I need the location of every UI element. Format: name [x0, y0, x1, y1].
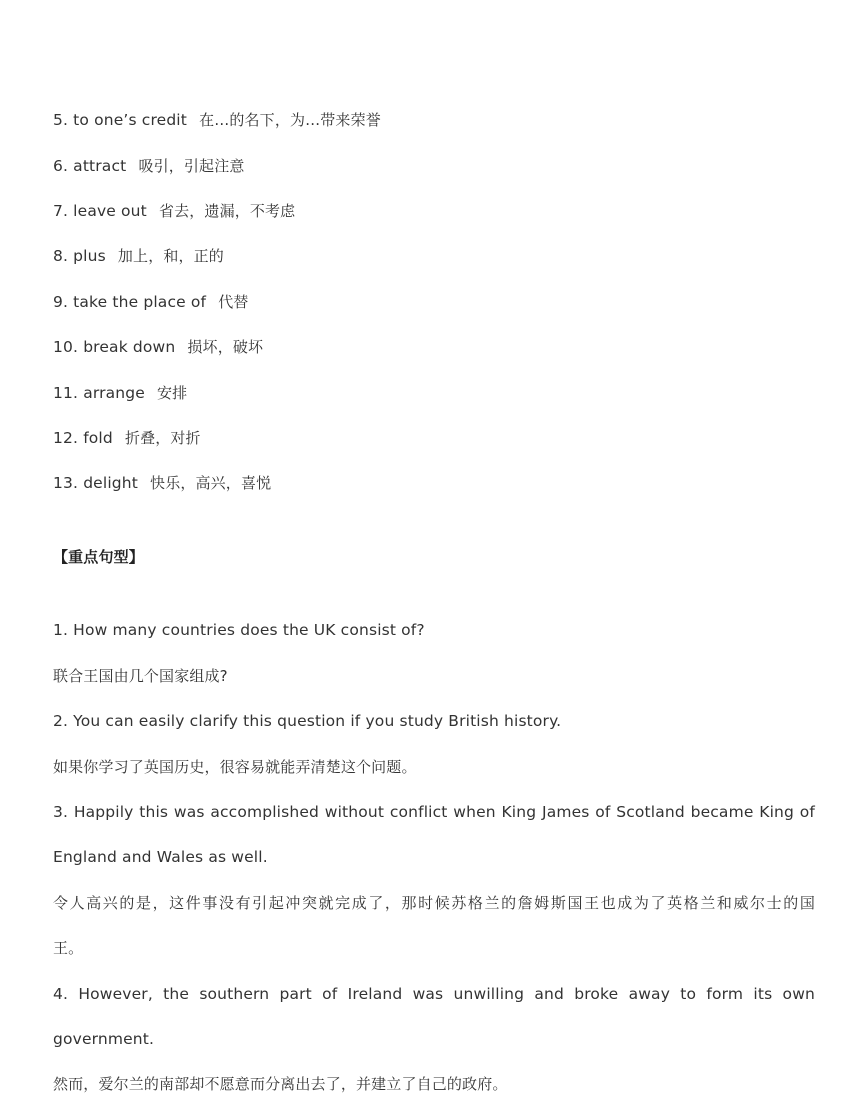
vocab-item-10: [53, 337, 263, 357]
vocab-chinese: 吸引，引起注意: [138, 157, 245, 175]
sentence-2-english: 2. You can easily clarify this question if you study British history.: [53, 712, 562, 730]
vocab-english: delight: [83, 474, 138, 492]
vocab-item-9: [53, 292, 249, 312]
vocab-chinese: 加上，和，正的: [117, 247, 224, 265]
sentence-3-english-line2: England and Wales as well.: [53, 848, 268, 866]
vocab-number: 9.: [53, 293, 69, 311]
vocab-chinese: 安排: [156, 384, 188, 402]
vocab-number: 6.: [53, 157, 69, 175]
sentence-1-chinese: 联合王国由几个国家组成?: [53, 667, 228, 685]
vocab-english: fold: [83, 429, 113, 447]
vocab-english: take the place of: [73, 293, 207, 311]
vocab-chinese: 代替: [218, 293, 249, 311]
vocab-chinese: 折叠，对折: [124, 429, 201, 447]
vocab-number: 13.: [53, 474, 79, 492]
vocab-english: leave out: [73, 202, 147, 220]
vocab-english: arrange: [83, 384, 145, 402]
vocab-chinese: 省去，遗漏，不考虑: [158, 202, 296, 220]
vocab-number: 7.: [53, 202, 69, 220]
vocab-item-5: [53, 110, 381, 130]
vocab-english: plus: [73, 247, 106, 265]
vocab-item-13: [53, 473, 271, 493]
vocab-chinese: 在…的名下，为…带来荣誉: [199, 111, 381, 129]
section-heading: 【重点句型】: [53, 548, 144, 566]
vocab-number: 10.: [53, 338, 79, 356]
vocab-english: to one’s credit: [73, 111, 187, 129]
vocab-item-7: [53, 201, 295, 221]
sentence-1-english: 1. How many countries does the UK consist of?: [53, 621, 425, 639]
sentence-3-chinese-line2: 王。: [53, 939, 84, 957]
vocab-item-12: [53, 428, 201, 448]
sentence-2-chinese: 如果你学习了英国历史，很容易就能弄清楚这个问题。: [53, 758, 417, 776]
vocab-number: 12.: [53, 429, 79, 447]
sentence-3-chinese-line1: 令人高兴的是，这件事没有引起冲突就完成了，那时候苏格兰的詹姆斯国王也成为了英格兰和威尔士的国: [53, 894, 815, 912]
vocab-english: break down: [83, 338, 176, 356]
sentence-4-english-line2: government.: [53, 1030, 155, 1048]
sentence-4-english-line1: 4. However, the southern part of Ireland was unwilling and broke away to form its own: [53, 985, 815, 1003]
vocab-item-6: [53, 156, 245, 176]
sentence-3-english-line1: 3. Happily this was accomplished without conflict when King James of Scotland became King of: [53, 803, 815, 821]
sentence-4-chinese: 然而，爱尔兰的南部却不愿意而分离出去了，并建立了自己的政府。: [53, 1075, 508, 1093]
vocab-number: 11.: [53, 384, 79, 402]
vocab-english: attract: [73, 157, 127, 175]
vocab-number: 8.: [53, 247, 69, 265]
vocab-item-11: [53, 383, 187, 403]
vocab-chinese: 快乐，高兴，喜悦: [150, 474, 272, 492]
vocab-number: 5.: [53, 111, 69, 129]
vocab-chinese: 损坏，破坏: [187, 338, 264, 356]
vocab-item-8: [53, 246, 224, 266]
